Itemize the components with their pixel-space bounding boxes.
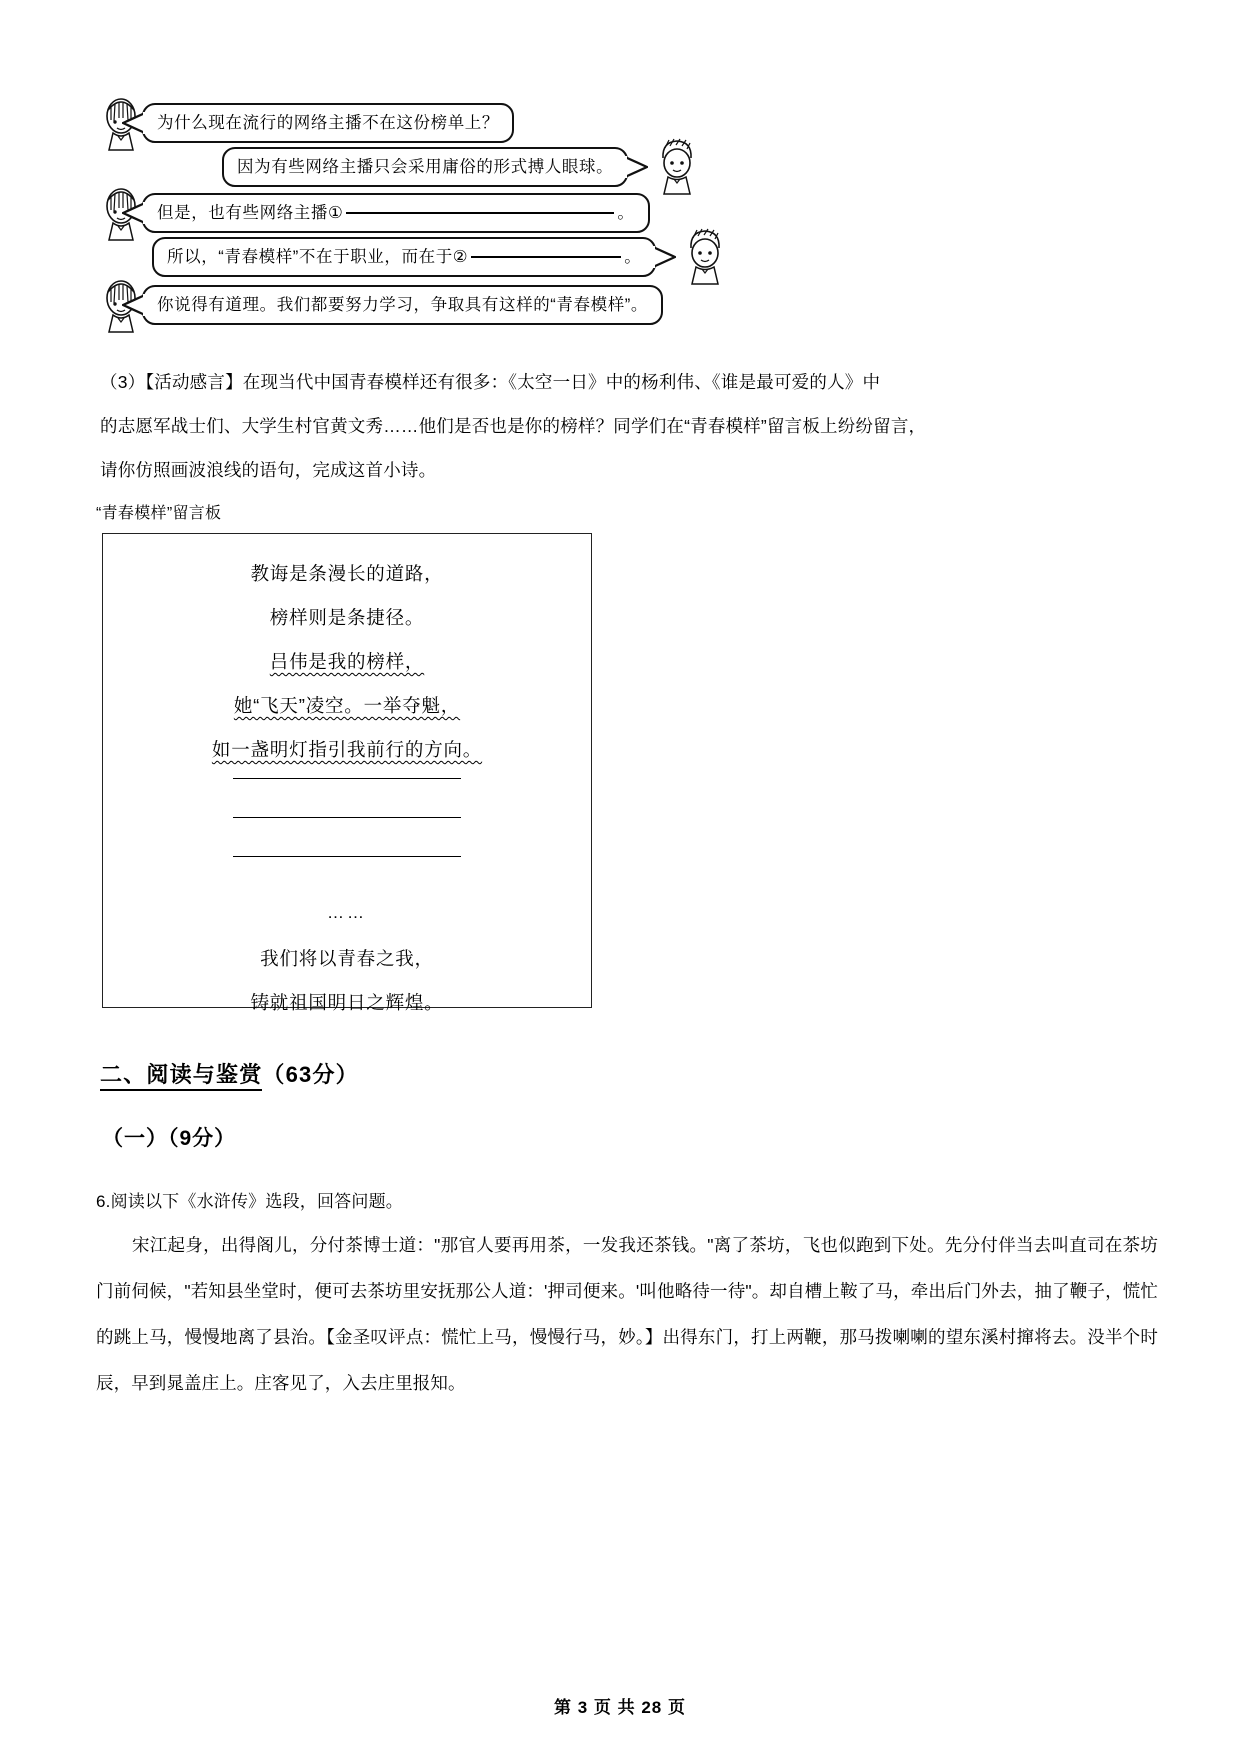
question-3-line-1: （3）【活动感言】在现当代中国青春模样还有很多：《太空一日》中的杨利伟、《谁是最可爱的人》中 xyxy=(100,372,881,392)
answer-blank-2[interactable] xyxy=(471,256,621,258)
question-3-text xyxy=(100,360,1155,492)
poem-line-text-wavy: 她“飞天”凌空。一举夺魁， xyxy=(233,695,461,716)
poem-line-text: 榜样则是条捷径。 xyxy=(269,607,425,628)
poem-answer-blanks xyxy=(103,772,591,857)
boy-avatar-icon xyxy=(684,226,726,288)
poem-ellipsis: …… xyxy=(327,903,367,922)
bubble-3-text-end: 。 xyxy=(617,203,635,222)
bubble-tail-icon xyxy=(122,110,146,136)
poem-line-text-wavy: 如一盏明灯指引我前行的方向。 xyxy=(211,739,483,760)
section-2-heading-title: 二、阅读与鉴赏 xyxy=(100,1062,262,1091)
bubble-tail-icon xyxy=(122,292,146,318)
question-6-passage xyxy=(96,1222,1158,1406)
speech-bubble-2 xyxy=(222,147,628,187)
poem-answer-blank[interactable] xyxy=(233,856,461,857)
bubble-tail-icon xyxy=(624,154,648,180)
poem-line xyxy=(103,596,591,640)
page-footer: 第 3 页 共 28 页 xyxy=(554,1698,686,1717)
question-3-line-3: 请你仿照画波浪线的语句，完成这首小诗。 xyxy=(100,460,437,480)
question-6-prompt: 6.阅读以下《水浒传》选段，回答问题。 xyxy=(96,1192,403,1211)
bubble-2-text: 因为有些网络主播只会采用庸俗的形式搏人眼球。 xyxy=(237,157,614,176)
dialog-illustration xyxy=(0,78,1240,348)
bubble-3-text: 但是，也有些网络主播① xyxy=(157,203,344,222)
section-2-heading xyxy=(100,1058,359,1089)
bubble-4-text-end: 。 xyxy=(624,247,642,266)
answer-blank-1[interactable] xyxy=(346,212,614,214)
message-board-box xyxy=(102,533,592,1013)
poem-line xyxy=(103,640,591,684)
bubble-tail-icon xyxy=(122,200,146,226)
bubble-1-text: 为什么现在流行的网络主播不在这份榜单上？ xyxy=(157,113,499,132)
bubble-5-text: 你说得有道理。我们都要努力学习，争取具有这样的“青春模样”。 xyxy=(157,295,648,314)
poem-answer-blank[interactable] xyxy=(233,778,461,779)
poem-line-text-wavy: 吕伟是我的榜样， xyxy=(269,651,425,672)
section-2-heading-score: （63分） xyxy=(262,1062,359,1087)
question-3-line-2: 的志愿军战士们、大学生村官黄文秀……他们是否也是你的榜样？同学们在“青春模样”留言板上纷纷留言， xyxy=(100,416,927,436)
poem-closing-line: 铸就祖国明日之辉煌。 xyxy=(250,992,444,1013)
poem-closing-line: 我们将以青春之我， xyxy=(260,948,434,969)
bubble-4-text: 所以，“青春模样”不在于职业，而在于② xyxy=(167,247,469,266)
poem-answer-blank[interactable] xyxy=(233,817,461,818)
passage-paragraph: 宋江起身，出得阁儿，分付茶博士道："那官人要再用茶，一发我还茶钱。"离了茶坊，飞也似跑到下处。先分付伴当去叫直司在茶坊门前伺候，"若知县坐堂时，便可去茶坊里安抚那公人道：'押司便来。'叫他略待一待"。却自槽上鞍了马，牵出后门外去，抽了鞭子，慌忙的跳上马，慢慢地离了县治。【金圣叹评点：慌忙上马，慢慢行马，妙。】出得东门，打上两鞭，那马拨喇喇的望东溪村撺将去。没半个时辰，早到晁盖庄上。庄客见了，入去庄里报知。 xyxy=(96,1235,1158,1393)
poem-line xyxy=(103,552,591,596)
bubble-tail-icon xyxy=(652,244,676,270)
boy-avatar-icon xyxy=(656,136,698,198)
poem-line-text: 教诲是条漫长的道路， xyxy=(250,563,444,584)
poem-line xyxy=(103,684,591,728)
subsection-1-heading: （一）（9分） xyxy=(102,1127,237,1150)
board-label: “青春模样”留言板 xyxy=(96,505,222,522)
poem-line xyxy=(103,728,591,772)
dialog-row-5 xyxy=(100,274,663,336)
speech-bubble-5 xyxy=(142,285,663,325)
speech-bubble-4 xyxy=(152,237,656,277)
